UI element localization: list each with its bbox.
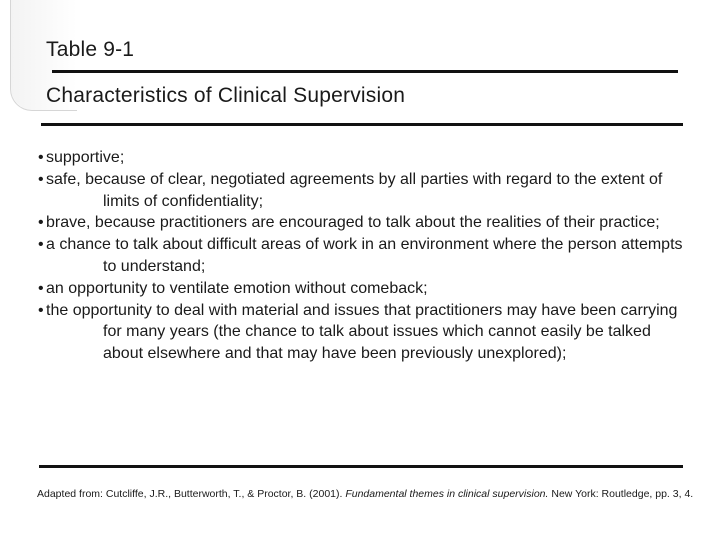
page-title: Characteristics of Clinical Supervision — [46, 84, 406, 107]
list-item-text: brave, because practitioners are encouraged to talk about the realities of their practice; — [46, 214, 660, 232]
characteristics-list — [30, 147, 690, 365]
list-item — [30, 300, 690, 365]
list-item — [30, 234, 690, 278]
list-item-text: supportive; — [46, 149, 125, 166]
list-item — [30, 278, 690, 300]
list-item-text: safe, because of clear, negotiated agreements by all parties with regard to the extent of limits of confidentiality; — [46, 170, 663, 210]
bullet-icon: • — [38, 214, 44, 232]
citation-prefix: Adapted from: Cutcliffe, J.R., Butterworth, T., & Proctor, B. (2001). — [37, 488, 346, 500]
bullet-icon: • — [38, 149, 44, 166]
title-divider — [41, 123, 683, 126]
citation-book-title: Fundamental themes in clinical supervision. — [345, 488, 549, 500]
list-item — [30, 169, 690, 213]
table-label: Table 9-1 — [46, 38, 135, 61]
list-item — [30, 147, 690, 169]
list-item-text: a chance to talk about difficult areas of work in an environment where the person attempts to understand; — [46, 236, 683, 275]
bullet-icon: • — [38, 301, 44, 319]
bullet-icon: • — [38, 236, 44, 254]
citation — [37, 487, 697, 503]
top-divider — [52, 70, 678, 73]
list-item-text: the opportunity to deal with material and issues that practitioners may have been carrying for many years (the chance to talk about issues which cannot easily be talked about elsewhere and that may have been previously unexplored); — [46, 301, 678, 363]
citation-suffix: New York: Routledge, pp. 3, 4. — [548, 488, 694, 500]
list-item-text: an opportunity to ventilate emotion without comeback; — [46, 279, 428, 297]
list-item — [30, 212, 690, 234]
bullet-icon: • — [38, 279, 44, 297]
footer-divider — [39, 465, 683, 468]
bullet-icon: • — [38, 170, 44, 188]
